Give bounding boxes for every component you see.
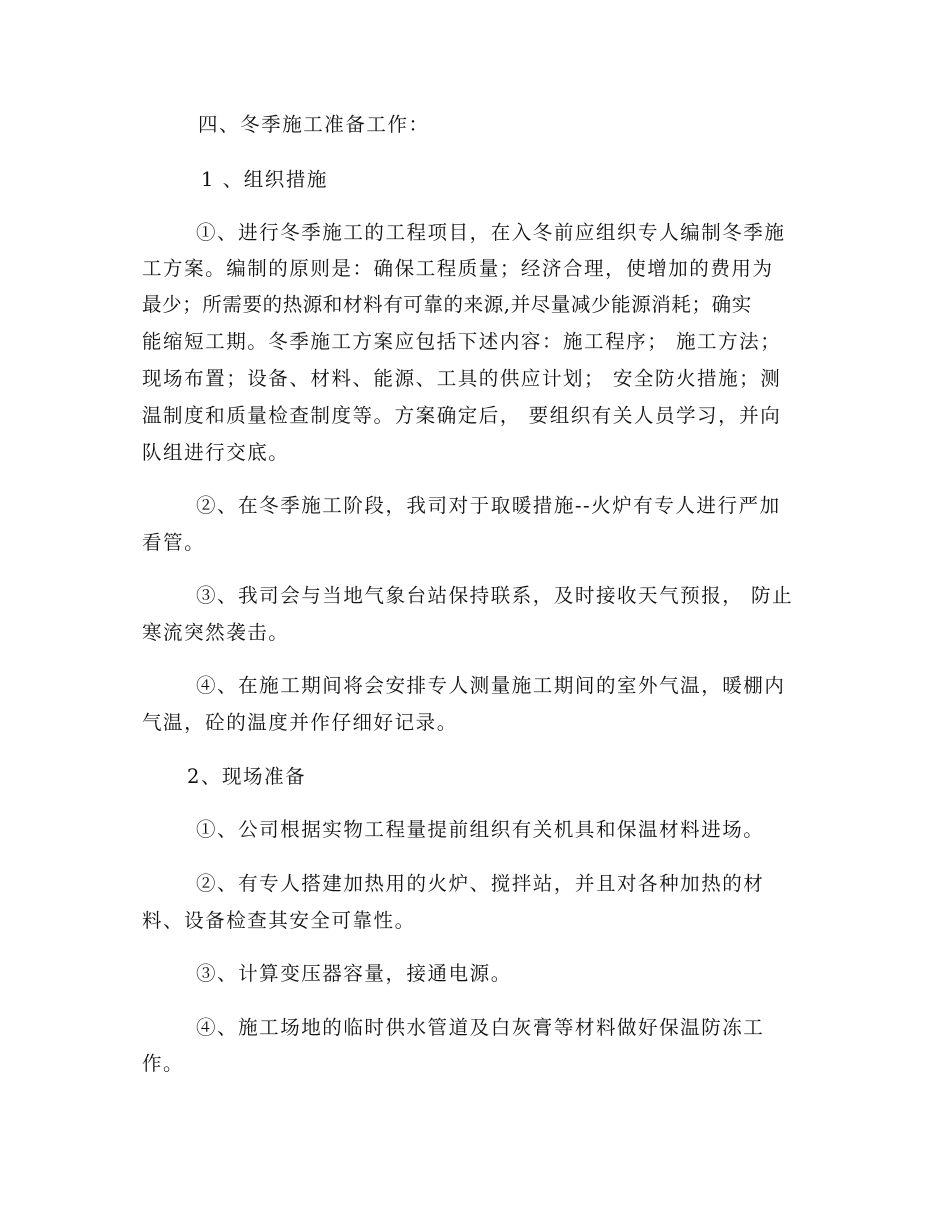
paragraph-line: 料、设备检查其安全可靠性。 <box>142 909 416 932</box>
paragraph-line: ④、在施工期间将会安排专人测量施工期间的室外气温，暖棚内 <box>196 674 786 697</box>
paragraph-line: ①、进行冬季施工的工程项目，在入冬前应组织专人编制冬季施 <box>196 221 786 244</box>
paragraph-line: ②、有专人搭建加热用的火炉、搅拌站，并且对各种加热的材 <box>196 872 765 895</box>
paragraph-line: ①、公司根据实物工程量提前组织有关机具和保温材料进场。 <box>196 818 765 841</box>
paragraph-line: 能缩短工期。冬季施工方案应包括下述内容：施工程序； 施工方法； <box>142 330 782 353</box>
paragraph-line: 队组进行交底。 <box>142 441 290 464</box>
paragraph-line: 寒流突然袭击。 <box>142 621 290 644</box>
paragraph-line: ③、计算变压器容量，接通电源。 <box>196 962 512 985</box>
section-heading: 四、冬季施工准备工作： <box>198 113 430 136</box>
paragraph-line: 最少；所需要的热源和材料有可靠的来源,并尽量减少能源消耗；确实 <box>142 293 752 316</box>
paragraph-line: 温制度和质量检查制度等。方案确定后， 要组织有关人员学习，并向 <box>142 404 782 427</box>
paragraph-line: 气温，砼的温度并作仔细好记录。 <box>142 711 458 734</box>
subsection-heading: 2、现场准备 <box>187 765 307 788</box>
paragraph-line: 看管。 <box>142 531 206 554</box>
paragraph-line: ④、施工场地的临时供水管道及白灰膏等材料做好保温防冻工 <box>196 1016 765 1039</box>
paragraph-line: 现场布置；设备、材料、能源、工具的供应计划； 安全防火措施；测 <box>142 367 782 390</box>
paragraph-line: ②、在冬季施工阶段，我司对于取暖措施--火炉有专人进行严加 <box>196 494 781 517</box>
subsection-heading: 1 、组织措施 <box>201 168 328 191</box>
paragraph-line: ③、我司会与当地气象台站保持联系，及时接收天气预报， 防止 <box>196 584 794 607</box>
paragraph-line: 工方案。编制的原则是：确保工程质量；经济合理，使增加的费用为 <box>142 257 774 280</box>
paragraph-line: 作。 <box>142 1052 185 1075</box>
